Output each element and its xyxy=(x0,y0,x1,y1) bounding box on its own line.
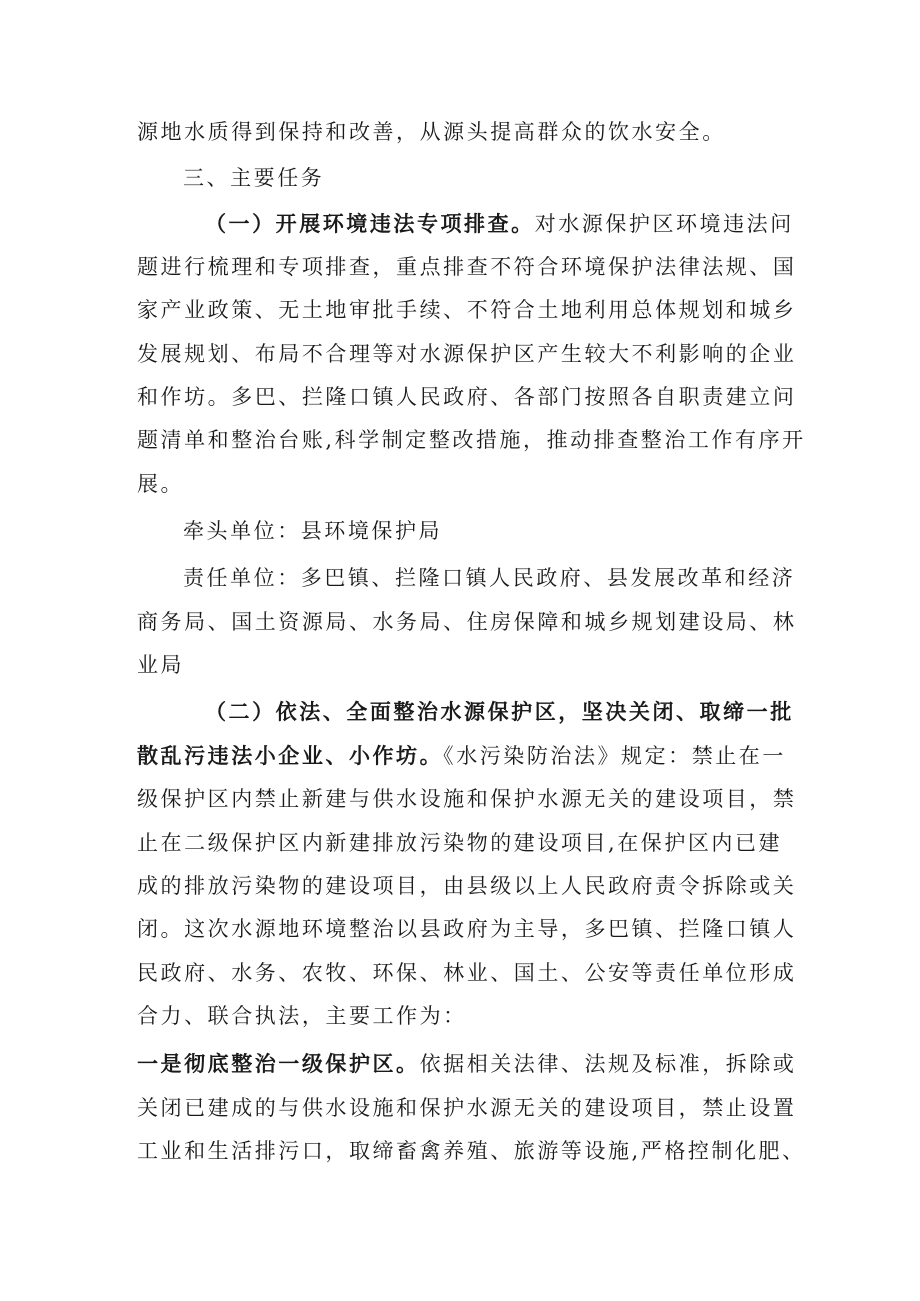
subsection-title: 散乱污违法小企业、小作坊。 xyxy=(137,744,444,768)
subsection-title: （一）开展环境违法专项排查。 xyxy=(205,212,535,236)
line-text: 和作坊。多巴、拦隆口镇人民政府、各部门按照各自职责建立问 xyxy=(137,385,797,409)
paragraph-line xyxy=(137,1001,797,1031)
paragraph-line xyxy=(137,958,797,988)
line-text: 发展规划、布局不合理等对水源保护区产生较大不利影响的企业 xyxy=(137,342,797,366)
lead-unit-line xyxy=(183,516,843,546)
paragraph-line xyxy=(137,607,797,637)
line-text: 止在二级保护区内新建排放污染物的建设项目,在保护区内已建 xyxy=(137,831,783,855)
line-text: 民政府、水务、农牧、环保、林业、国土、公安等责任单位形成 xyxy=(137,961,797,985)
subsection-heading-line xyxy=(137,741,797,771)
subsection-title: （二）依法、全面整治水源保护区，坚决关闭、取缔一批 xyxy=(205,700,794,724)
item-heading-line xyxy=(137,1049,797,1079)
line-text: 《水污染防治法》规定：禁止在一 xyxy=(443,744,786,768)
line-text: 对水源保护区环境违法问 xyxy=(534,212,794,236)
subsection-heading-line xyxy=(205,697,865,727)
paragraph-line xyxy=(137,425,806,455)
paragraph-line xyxy=(137,382,797,412)
paragraph-line xyxy=(137,871,797,901)
line-text: 商务局、国土资源局、水务局、住房保障和城乡规划建设局、林 xyxy=(137,610,797,634)
line-text: 源地水质得到保持和改善，从源头提高群众的饮水安全。 xyxy=(137,120,726,144)
line-text: 依据相关法律、法规及标准，拆除或 xyxy=(419,1052,797,1076)
paragraph-line xyxy=(137,1093,797,1123)
paragraph-line xyxy=(137,252,797,282)
line-text: 责任单位：多巴镇、拦隆口镇人民政府、县发展改革和经济 xyxy=(183,566,796,590)
subsection-heading-line xyxy=(205,209,865,239)
paragraph-line xyxy=(137,117,797,147)
line-text: 展。 xyxy=(137,472,185,496)
paragraph-line xyxy=(137,339,797,369)
line-text: 关闭已建成的与供水设施和保护水源无关的建设项目，禁止设置 xyxy=(137,1096,797,1120)
heading-text: 三、主要任务 xyxy=(183,166,325,190)
line-text: 业局 xyxy=(137,653,185,677)
item-title: 一是彻底整治一级保护区。 xyxy=(137,1052,420,1076)
paragraph-line xyxy=(137,295,797,325)
line-text: 成的排放污染物的建设项目，由县级以上人民政府责令拆除或关 xyxy=(137,874,797,898)
section-heading xyxy=(183,163,843,193)
responsible-unit-line xyxy=(183,563,843,593)
paragraph-line xyxy=(137,914,797,944)
line-text: 题清单和整治台账,科学制定整改措施，推动排查整治工作有序开 xyxy=(137,428,806,452)
line-text: 牵头单位：县环境保护局 xyxy=(183,519,443,543)
line-text: 题进行梳理和专项排查，重点排查不符合环境保护法律法规、国 xyxy=(137,255,797,279)
paragraph-line xyxy=(137,650,797,680)
line-text: 级保护区内禁止新建与供水设施和保护水源无关的建设项目，禁 xyxy=(137,787,797,811)
line-text: 家产业政策、无土地审批手续、不符合土地利用总体规划和城乡 xyxy=(137,298,797,322)
paragraph-line xyxy=(137,1136,806,1166)
paragraph-line xyxy=(137,784,797,814)
line-text: 闭。这次水源地环境整治以县政府为主导，多巴镇、拦隆口镇人 xyxy=(137,917,797,941)
line-text: 工业和生活排污口，取缔畜禽养殖、旅游等设施,严格控制化肥、 xyxy=(137,1139,806,1163)
paragraph-line xyxy=(137,469,797,499)
line-text: 合力、联合执法，主要工作为： xyxy=(137,1004,467,1028)
paragraph-line xyxy=(137,828,797,858)
